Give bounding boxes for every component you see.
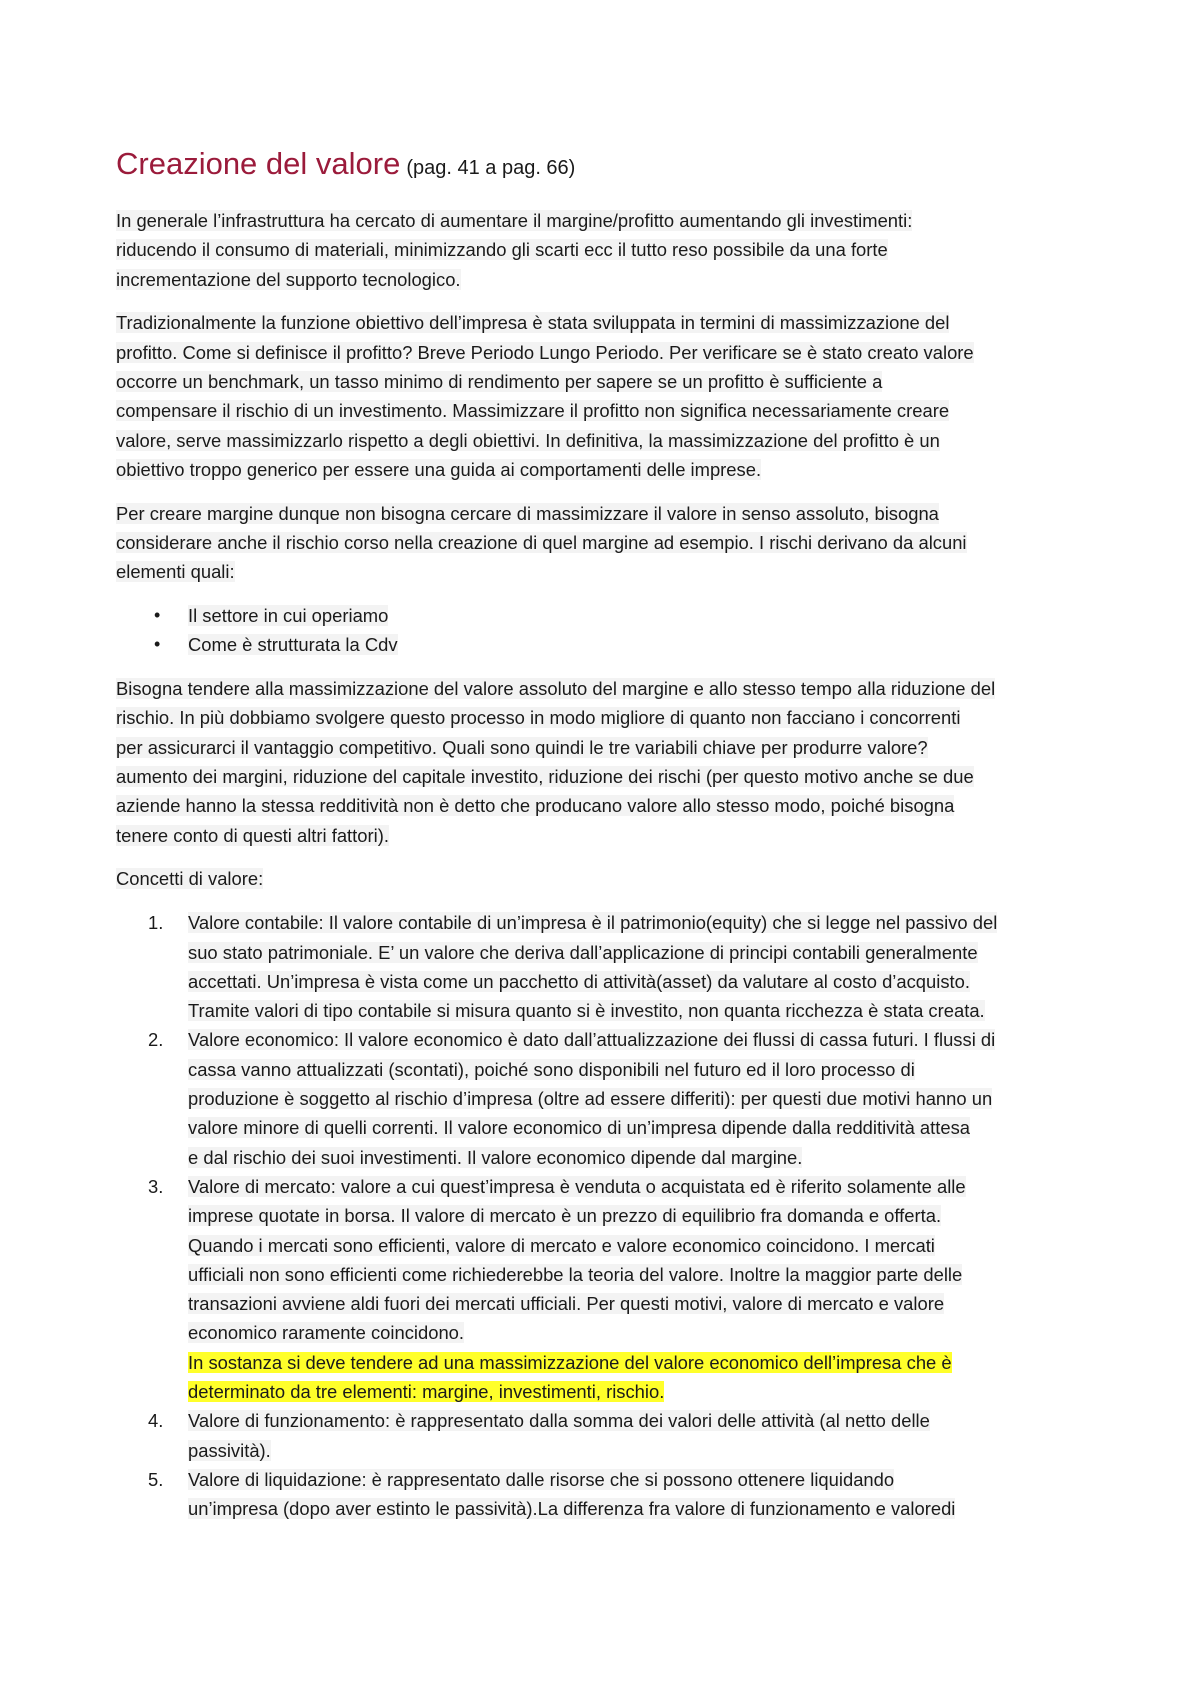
- text-line: Valore di mercato: valore a cui quest’impresa è venduta o acquistata ed è riferito solamente alle: [188, 1175, 966, 1197]
- text-line: passività).: [188, 1439, 271, 1461]
- list-item-2: [116, 1025, 1096, 1171]
- text-line: Valore di liquidazione: è rappresentato dalle risorse che si possono ottenere liquidando: [188, 1468, 895, 1490]
- list-number: 4.: [148, 1410, 164, 1432]
- text-line: considerare anche il rischio corso nella creazione di quel margine ad esempio. I rischi derivano da alcuni: [116, 531, 967, 553]
- text-line: Valore contabile: Il valore contabile di un’impresa è il patrimonio(equity) che si legge nel passivo del: [188, 912, 998, 934]
- highlight-text: determinato da tre elementi: margine, investimenti, rischio.: [188, 1380, 665, 1402]
- heading-text: Concetti di valore:: [116, 868, 264, 890]
- text-line: Tradizionalmente la funzione obiettivo dell’impresa è stata sviluppata in termini di massimizzazione del: [116, 312, 950, 334]
- text-line: per assicurarci il vantaggio competitivo. Quali sono quindi le tre variabili chiave per produrre valore?: [116, 736, 928, 758]
- bullet-list: [116, 601, 1096, 660]
- highlighted-line: [116, 1377, 1096, 1406]
- text-line: incrementazione del supporto tecnologico.: [116, 268, 461, 290]
- highlighted-line: [116, 1348, 1096, 1377]
- document-title: [116, 146, 575, 182]
- text-line: ufficiali non sono efficienti come richiederebbe la teoria del valore. Inoltre la maggior parte delle: [188, 1263, 963, 1285]
- text-line: aziende hanno la stessa redditività non è detto che producano valore allo stesso modo, poiché bisogna: [116, 795, 955, 817]
- bullet-text: Come è strutturata la Cdv: [188, 634, 398, 656]
- bullet-item: [116, 601, 1096, 630]
- list-item-3: [116, 1172, 1096, 1406]
- list-number: 5.: [148, 1468, 164, 1490]
- text-line: Per creare margine dunque non bisogna cercare di massimizzare il valore in senso assoluto, bisogna: [116, 502, 939, 524]
- text-line: produzione è soggetto al rischio d’impresa (oltre ad essere differiti): per questi due motivi hanno un: [188, 1088, 993, 1110]
- text-line: accettati. Un’impresa è vista come un pacchetto di attività(asset) da valutare al costo d’acquisto.: [188, 970, 970, 992]
- bullet-item: [116, 630, 1096, 659]
- text-line: valore minore di quelli correnti. Il valore economico di un’impresa dipende dalla redditività attesa: [188, 1117, 971, 1139]
- text-line: Valore economico: Il valore economico è dato dall’attualizzazione dei flussi di cassa futuri. I flussi di: [188, 1029, 996, 1051]
- bullet-text: Il settore in cui operiamo: [188, 605, 389, 627]
- text-line: Tramite valori di tipo contabile si misura quanto si è investito, non quanta ricchezza è stata creata.: [188, 1000, 985, 1022]
- list-item-5: [116, 1465, 1096, 1524]
- paragraph-1: [116, 206, 1096, 294]
- text-line: e dal rischio dei suoi investimenti. Il valore economico dipende dal margine.: [188, 1146, 803, 1168]
- bullet-icon: •: [154, 634, 161, 655]
- list-item-4: [116, 1406, 1096, 1465]
- text-line: profitto. Come si definisce il profitto? Breve Periodo Lungo Periodo. Per verificare se è stato creato valore: [116, 341, 974, 363]
- text-line: valore, serve massimizzarlo rispetto a degli obiettivi. In definitiva, la massimizzazione del profitto è un: [116, 429, 940, 451]
- text-line: tenere conto di questi altri fattori).: [116, 824, 389, 846]
- text-line: imprese quotate in borsa. Il valore di mercato è un prezzo di equilibrio fra domanda e offerta.: [188, 1205, 942, 1227]
- text-line: suo stato patrimoniale. E’ un valore che deriva dall’applicazione di principi contabili generalmente: [188, 941, 978, 963]
- text-line: economico raramente coincidono.: [188, 1322, 465, 1344]
- text-line: un’impresa (dopo aver estinto le passività).La differenza fra valore di funzionamento e valoredi: [188, 1498, 956, 1520]
- text-line: riducendo il consumo di materiali, minimizzando gli scarti ecc il tutto reso possibile da una forte: [116, 239, 888, 261]
- text-line: occorre un benchmark, un tasso minimo di rendimento per sapere se un profitto è sufficiente a: [116, 370, 883, 392]
- concepts-heading: [116, 864, 1096, 893]
- text-line: Valore di funzionamento: è rappresentato dalla somma dei valori delle attività (al netto delle: [188, 1410, 930, 1432]
- list-item-1: [116, 908, 1096, 1025]
- document-body: [116, 206, 1096, 1523]
- text-line: transazioni avviene aldi fuori dei mercati ufficiali. Per questi motivi, valore di mercato e valore: [188, 1293, 945, 1315]
- paragraph-4: [116, 674, 1096, 850]
- title-pages: (pag. 41 a pag. 66): [406, 157, 576, 179]
- text-line: compensare il rischio di un investimento. Massimizzare il profitto non significa necessariamente creare: [116, 400, 950, 422]
- list-number: 3.: [148, 1175, 164, 1197]
- bullet-icon: •: [154, 605, 161, 626]
- text-line: obiettivo troppo generico per essere una guida ai comportamenti delle imprese.: [116, 458, 762, 480]
- highlight-text: In sostanza si deve tendere ad una massimizzazione del valore economico dell’impresa che è: [188, 1351, 952, 1373]
- paragraph-2: [116, 308, 1096, 484]
- title-main: Creazione del valore: [116, 146, 401, 181]
- text-line: aumento dei margini, riduzione del capitale investito, riduzione dei rischi (per questo motivo anche se due: [116, 766, 974, 788]
- list-number: 1.: [148, 912, 164, 934]
- list-number: 2.: [148, 1029, 164, 1051]
- paragraph-3: [116, 499, 1096, 587]
- text-line: cassa vanno attualizzati (scontati), poiché sono disponibili nel futuro ed il loro processo di: [188, 1058, 915, 1080]
- numbered-list: [116, 908, 1096, 1523]
- text-line: elementi quali:: [116, 561, 235, 583]
- text-line: Quando i mercati sono efficienti, valore di mercato e valore economico coincidono. I mercati: [188, 1234, 935, 1256]
- text-line: In generale l’infrastruttura ha cercato di aumentare il margine/profitto aumentando gli investimenti:: [116, 210, 913, 231]
- text-line: rischio. In più dobbiamo svolgere questo processo in modo migliore di quanto non facciano i concorrenti: [116, 707, 961, 729]
- text-line: Bisogna tendere alla massimizzazione del valore assoluto del margine e allo stesso tempo alla riduzione del: [116, 678, 996, 700]
